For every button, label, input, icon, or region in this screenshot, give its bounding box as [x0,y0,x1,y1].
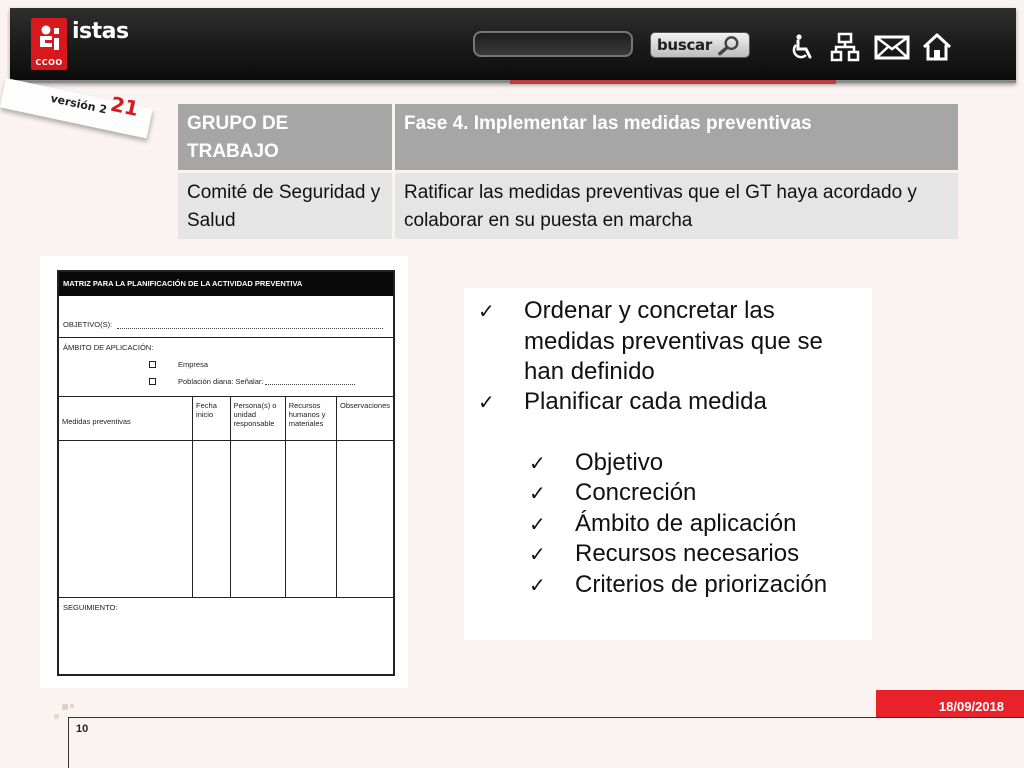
table-cell: Comité de Seguridad y Salud [177,172,394,241]
fill-line [265,378,355,385]
checklist-item [478,387,854,418]
table-header-cell: Fase 4. Implementar las medidas preventivas [394,103,960,172]
checklist-subitem [529,478,905,509]
form-column-header: Recursos humanos y materiales [286,397,336,441]
checkmark-icon: ✓ [478,299,495,323]
form-followup-label: SEGUIMIENTO: [63,603,118,612]
page-number: 10 [76,723,89,735]
home-icon[interactable] [922,32,952,62]
version-tag [0,78,153,139]
search-input[interactable] [473,31,633,57]
checklist-subitem [529,448,905,479]
form-column-header: Fecha inicio [193,397,229,441]
checklist-subitem-text: Objetivo [575,449,664,476]
scope-option-label: Población diana: Señalar: [178,377,264,386]
checklist-panel [464,288,872,640]
scope-option [149,377,355,386]
checklist-subitem-text: Concreción [575,479,697,506]
table-header-cell: GRUPO DE TRABAJO [177,103,394,172]
checkmark-icon: ✓ [529,512,546,536]
version-label: versión 2 [49,91,109,117]
form-objective-section [59,296,393,338]
date-badge: 18/09/2018 [876,690,1024,718]
table-row [177,172,960,241]
form-column [286,397,337,597]
checklist-item-text: Planificar cada medida [524,388,767,415]
search-button[interactable] [650,32,750,58]
table-header-row [177,103,960,172]
mail-icon[interactable] [874,32,910,62]
checklist-subitem-text: Criterios de priorización [575,571,828,598]
sitemap-icon[interactable] [830,32,860,62]
checklist-subitem [529,539,905,570]
checklist-subitem-text: Recursos necesarios [575,540,800,567]
checkmark-icon: ✓ [529,573,546,597]
top-nav-bar [10,8,1016,83]
checkmark-icon: ✓ [529,451,546,475]
planning-form-image [40,256,408,688]
magnifier-icon [716,34,743,56]
checklist-subitem [529,509,905,540]
form-column-header: Medidas preventivas [59,397,192,441]
form-measures-grid [59,397,393,598]
checkmark-icon: ✓ [478,390,495,414]
logo-emblem-icon [35,22,63,54]
form-column-header: Observaciones [337,397,393,441]
work-group-table [175,101,961,242]
scope-option-label: Empresa [178,360,209,369]
checklist-subitem [529,570,905,601]
checkmark-icon: ✓ [529,481,546,505]
checklist-item [478,296,854,388]
form-scope-section [59,338,393,397]
checkbox-icon [149,361,156,368]
checkbox-icon [149,378,156,385]
checklist-item-text: Ordenar y concretar las medidas preventivas que se han definido [524,297,823,385]
form-column [231,397,286,597]
logo-subtitle: CCOO [35,58,63,67]
istas-logo[interactable] [31,18,67,70]
form-objective-line [117,328,383,329]
planning-matrix [57,270,395,676]
version-number: 21 [108,91,141,121]
accessibility-icon[interactable] [788,32,818,62]
form-column-header: Persona(s) o unidad responsable [231,397,285,441]
form-title: MATRIZ PARA LA PLANIFICACIÓN DE LA ACTIVIDAD PREVENTIVA [59,272,393,296]
scope-option [149,360,208,369]
form-column [337,397,393,597]
footer-divider [68,717,1024,718]
checkmark-icon: ✓ [529,542,546,566]
table-cell: Ratificar las medidas preventivas que el GT haya acordado y colaborar en su puesta en marcha [394,172,960,241]
form-objective-label: OBJETIVO(S): [63,320,113,329]
logo-wordmark[interactable]: istas [72,19,129,44]
decorative-dots-icon [50,700,80,724]
footer-divider-vertical [68,717,69,768]
checklist-subitem-text: Ámbito de aplicación [575,510,797,537]
form-scope-label: ÁMBITO DE APLICACIÓN: [63,343,154,352]
form-column [193,397,230,597]
form-column [59,397,193,597]
search-button-label: buscar [657,36,712,54]
